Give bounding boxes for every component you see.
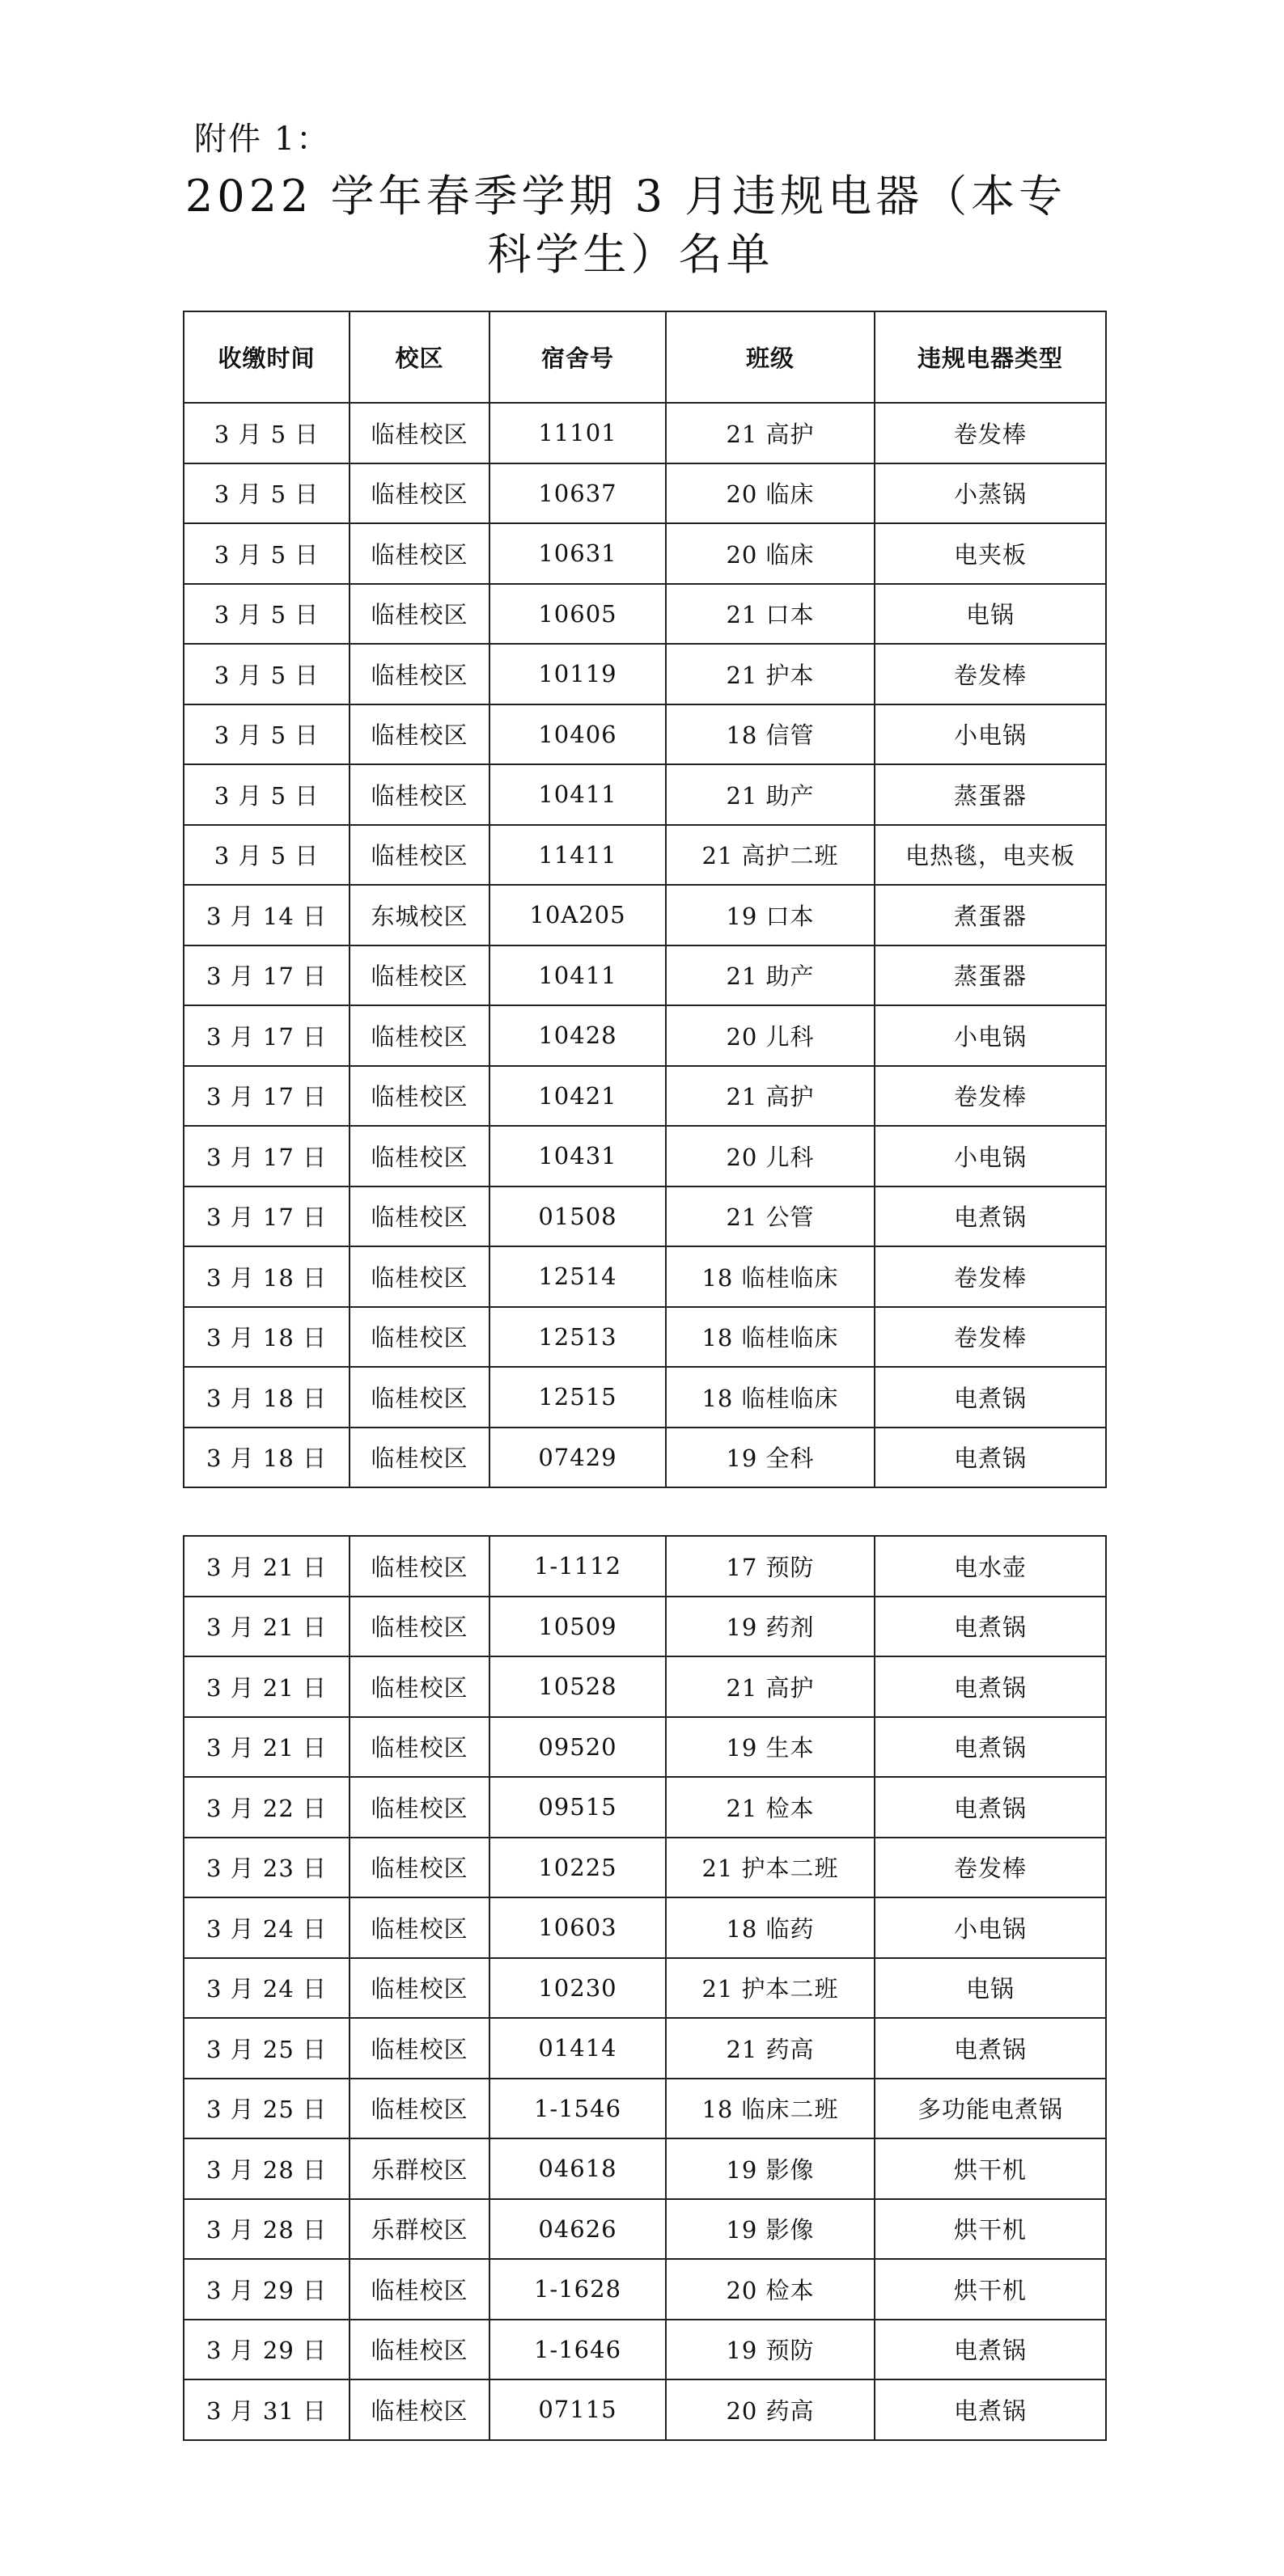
cell-collection-time: 3 月 5 日 bbox=[184, 584, 350, 645]
cell-campus: 临桂校区 bbox=[350, 1246, 489, 1307]
cell-appliance-type: 电煮锅 bbox=[875, 2379, 1106, 2440]
header-collection-time: 收缴时间 bbox=[184, 311, 350, 403]
cell-collection-time: 3 月 28 日 bbox=[184, 2138, 350, 2199]
table-row bbox=[184, 2079, 1106, 2139]
cell-appliance-type: 电煮锅 bbox=[875, 1597, 1106, 1657]
cell-collection-time: 3 月 21 日 bbox=[184, 1536, 350, 1597]
cell-dorm-number: 10428 bbox=[489, 1005, 666, 1066]
cell-collection-time: 3 月 22 日 bbox=[184, 1777, 350, 1838]
table-row bbox=[184, 1307, 1106, 1368]
table-row bbox=[184, 1777, 1106, 1838]
cell-class: 18 临药 bbox=[666, 1897, 875, 1958]
table-row bbox=[184, 1838, 1106, 1898]
cell-appliance-type: 煮蛋器 bbox=[875, 885, 1106, 945]
cell-class: 18 临桂临床 bbox=[666, 1307, 875, 1368]
cell-appliance-type: 烘干机 bbox=[875, 2199, 1106, 2260]
cell-appliance-type: 烘干机 bbox=[875, 2259, 1106, 2320]
cell-appliance-type: 电煮锅 bbox=[875, 1428, 1106, 1488]
table-row bbox=[184, 2320, 1106, 2380]
cell-collection-time: 3 月 17 日 bbox=[184, 1005, 350, 1066]
cell-campus: 临桂校区 bbox=[350, 523, 489, 584]
cell-class: 19 口本 bbox=[666, 885, 875, 945]
cell-dorm-number: 10411 bbox=[489, 945, 666, 1006]
cell-campus: 乐群校区 bbox=[350, 2199, 489, 2260]
cell-collection-time: 3 月 5 日 bbox=[184, 825, 350, 886]
cell-campus: 临桂校区 bbox=[350, 1186, 489, 1247]
cell-class: 21 助产 bbox=[666, 945, 875, 1006]
cell-campus: 临桂校区 bbox=[350, 1597, 489, 1657]
table-row bbox=[184, 885, 1106, 945]
cell-appliance-type: 卷发棒 bbox=[875, 1066, 1106, 1127]
cell-appliance-type: 卷发棒 bbox=[875, 644, 1106, 704]
cell-appliance-type: 电煮锅 bbox=[875, 2018, 1106, 2079]
cell-class: 21 助产 bbox=[666, 764, 875, 825]
document-title-line-1: 2022 学年春季学期 3 月违规电器（本专 bbox=[184, 171, 1067, 222]
table-row bbox=[184, 1958, 1106, 2019]
cell-collection-time: 3 月 31 日 bbox=[184, 2379, 350, 2440]
cell-collection-time: 3 月 24 日 bbox=[184, 1897, 350, 1958]
cell-class: 21 护本二班 bbox=[666, 1838, 875, 1898]
cell-appliance-type: 电煮锅 bbox=[875, 1717, 1106, 1778]
cell-appliance-type: 小蒸锅 bbox=[875, 463, 1106, 524]
cell-collection-time: 3 月 17 日 bbox=[184, 1066, 350, 1127]
cell-appliance-type: 电水壶 bbox=[875, 1536, 1106, 1597]
table-row bbox=[184, 1428, 1106, 1488]
cell-collection-time: 3 月 5 日 bbox=[184, 523, 350, 584]
cell-collection-time: 3 月 21 日 bbox=[184, 1717, 350, 1778]
cell-class: 18 临桂临床 bbox=[666, 1246, 875, 1307]
table-row bbox=[184, 2018, 1106, 2079]
cell-class: 19 预防 bbox=[666, 2320, 875, 2380]
cell-collection-time: 3 月 17 日 bbox=[184, 1186, 350, 1247]
cell-class: 21 护本 bbox=[666, 644, 875, 704]
cell-appliance-type: 蒸蛋器 bbox=[875, 764, 1106, 825]
cell-dorm-number: 10605 bbox=[489, 584, 666, 645]
cell-dorm-number: 12514 bbox=[489, 1246, 666, 1307]
cell-campus: 临桂校区 bbox=[350, 1777, 489, 1838]
table-row bbox=[184, 2138, 1106, 2199]
cell-appliance-type: 小电锅 bbox=[875, 1005, 1106, 1066]
cell-class: 21 高护 bbox=[666, 403, 875, 463]
cell-appliance-type: 电煮锅 bbox=[875, 2320, 1106, 2380]
cell-class: 21 检本 bbox=[666, 1777, 875, 1838]
cell-appliance-type: 卷发棒 bbox=[875, 403, 1106, 463]
cell-dorm-number: 10431 bbox=[489, 1126, 666, 1186]
cell-campus: 临桂校区 bbox=[350, 2379, 489, 2440]
cell-collection-time: 3 月 5 日 bbox=[184, 463, 350, 524]
table-row bbox=[184, 2199, 1106, 2260]
cell-dorm-number: 04626 bbox=[489, 2199, 666, 2260]
cell-class: 21 高护 bbox=[666, 1656, 875, 1717]
cell-class: 20 临床 bbox=[666, 463, 875, 524]
header-campus: 校区 bbox=[350, 311, 489, 403]
cell-campus: 临桂校区 bbox=[350, 1656, 489, 1717]
table-row bbox=[184, 704, 1106, 765]
cell-class: 21 口本 bbox=[666, 584, 875, 645]
table-row bbox=[184, 403, 1106, 463]
cell-class: 18 临桂临床 bbox=[666, 1367, 875, 1428]
cell-campus: 临桂校区 bbox=[350, 463, 489, 524]
table-row bbox=[184, 1126, 1106, 1186]
table-row bbox=[184, 1367, 1106, 1428]
cell-appliance-type: 卷发棒 bbox=[875, 1838, 1106, 1898]
cell-dorm-number: 1-1546 bbox=[489, 2079, 666, 2139]
cell-dorm-number: 10637 bbox=[489, 463, 666, 524]
cell-class: 20 临床 bbox=[666, 523, 875, 584]
cell-appliance-type: 电热毯，电夹板 bbox=[875, 825, 1106, 886]
cell-appliance-type: 电锅 bbox=[875, 1958, 1106, 2019]
cell-collection-time: 3 月 21 日 bbox=[184, 1656, 350, 1717]
cell-appliance-type: 卷发棒 bbox=[875, 1246, 1106, 1307]
cell-class: 21 高护二班 bbox=[666, 825, 875, 886]
table-row bbox=[184, 523, 1106, 584]
cell-dorm-number: 11411 bbox=[489, 825, 666, 886]
cell-dorm-number: 10406 bbox=[489, 704, 666, 765]
cell-class: 21 护本二班 bbox=[666, 1958, 875, 2019]
cell-dorm-number: 10631 bbox=[489, 523, 666, 584]
cell-appliance-type: 电煮锅 bbox=[875, 1367, 1106, 1428]
cell-dorm-number: 12515 bbox=[489, 1367, 666, 1428]
cell-collection-time: 3 月 5 日 bbox=[184, 403, 350, 463]
table-row bbox=[184, 945, 1106, 1006]
document-title-line-2: 科学生）名单 bbox=[487, 229, 774, 280]
cell-collection-time: 3 月 25 日 bbox=[184, 2018, 350, 2079]
cell-campus: 临桂校区 bbox=[350, 704, 489, 765]
cell-dorm-number: 1-1628 bbox=[489, 2259, 666, 2320]
cell-appliance-type: 多功能电煮锅 bbox=[875, 2079, 1106, 2139]
table-row bbox=[184, 764, 1106, 825]
cell-dorm-number: 10119 bbox=[489, 644, 666, 704]
cell-collection-time: 3 月 18 日 bbox=[184, 1246, 350, 1307]
cell-collection-time: 3 月 18 日 bbox=[184, 1367, 350, 1428]
table-row bbox=[184, 644, 1106, 704]
cell-class: 20 儿科 bbox=[666, 1126, 875, 1186]
cell-collection-time: 3 月 21 日 bbox=[184, 1597, 350, 1657]
table-row bbox=[184, 1005, 1106, 1066]
table-row bbox=[184, 1246, 1106, 1307]
cell-class: 19 全科 bbox=[666, 1428, 875, 1488]
cell-collection-time: 3 月 18 日 bbox=[184, 1428, 350, 1488]
cell-campus: 临桂校区 bbox=[350, 1307, 489, 1368]
cell-dorm-number: 12513 bbox=[489, 1307, 666, 1368]
header-appliance-type: 违规电器类型 bbox=[875, 311, 1106, 403]
cell-collection-time: 3 月 25 日 bbox=[184, 2079, 350, 2139]
cell-campus: 临桂校区 bbox=[350, 1838, 489, 1898]
cell-collection-time: 3 月 5 日 bbox=[184, 644, 350, 704]
table-row bbox=[184, 2379, 1106, 2440]
table-row bbox=[184, 463, 1106, 524]
cell-campus: 临桂校区 bbox=[350, 825, 489, 886]
cell-dorm-number: 07115 bbox=[489, 2379, 666, 2440]
cell-dorm-number: 04618 bbox=[489, 2138, 666, 2199]
cell-campus: 临桂校区 bbox=[350, 1428, 489, 1488]
cell-dorm-number: 10A205 bbox=[489, 885, 666, 945]
violation-table-page-1 bbox=[183, 311, 1107, 1488]
cell-collection-time: 3 月 18 日 bbox=[184, 1307, 350, 1368]
cell-campus: 临桂校区 bbox=[350, 1126, 489, 1186]
cell-dorm-number: 10230 bbox=[489, 1958, 666, 2019]
header-class: 班级 bbox=[666, 311, 875, 403]
cell-dorm-number: 10421 bbox=[489, 1066, 666, 1127]
cell-campus: 临桂校区 bbox=[350, 644, 489, 704]
cell-collection-time: 3 月 14 日 bbox=[184, 885, 350, 945]
cell-appliance-type: 小电锅 bbox=[875, 1126, 1106, 1186]
cell-dorm-number: 10528 bbox=[489, 1656, 666, 1717]
cell-collection-time: 3 月 28 日 bbox=[184, 2199, 350, 2260]
cell-appliance-type: 小电锅 bbox=[875, 1897, 1106, 1958]
cell-campus: 临桂校区 bbox=[350, 1367, 489, 1428]
cell-campus: 临桂校区 bbox=[350, 1958, 489, 2019]
cell-appliance-type: 小电锅 bbox=[875, 704, 1106, 765]
cell-dorm-number: 09520 bbox=[489, 1717, 666, 1778]
cell-campus: 临桂校区 bbox=[350, 2079, 489, 2139]
cell-collection-time: 3 月 24 日 bbox=[184, 1958, 350, 2019]
table-row bbox=[184, 1066, 1106, 1127]
table-row bbox=[184, 1717, 1106, 1778]
header-dorm-number: 宿舍号 bbox=[489, 311, 666, 403]
cell-appliance-type: 卷发棒 bbox=[875, 1307, 1106, 1368]
cell-appliance-type: 电锅 bbox=[875, 584, 1106, 645]
table-row bbox=[184, 584, 1106, 645]
cell-dorm-number: 11101 bbox=[489, 403, 666, 463]
cell-campus: 乐群校区 bbox=[350, 2138, 489, 2199]
cell-collection-time: 3 月 29 日 bbox=[184, 2320, 350, 2380]
cell-appliance-type: 烘干机 bbox=[875, 2138, 1106, 2199]
cell-campus: 临桂校区 bbox=[350, 1005, 489, 1066]
cell-appliance-type: 蒸蛋器 bbox=[875, 945, 1106, 1006]
cell-dorm-number: 1-1646 bbox=[489, 2320, 666, 2380]
table-row bbox=[184, 1656, 1106, 1717]
cell-dorm-number: 10225 bbox=[489, 1838, 666, 1898]
cell-dorm-number: 09515 bbox=[489, 1777, 666, 1838]
table-header-row bbox=[184, 311, 1106, 403]
cell-class: 20 儿科 bbox=[666, 1005, 875, 1066]
table-row bbox=[184, 1597, 1106, 1657]
cell-dorm-number: 10411 bbox=[489, 764, 666, 825]
cell-class: 19 影像 bbox=[666, 2199, 875, 2260]
cell-dorm-number: 01414 bbox=[489, 2018, 666, 2079]
cell-dorm-number: 07429 bbox=[489, 1428, 666, 1488]
cell-appliance-type: 电煮锅 bbox=[875, 1656, 1106, 1717]
cell-campus: 临桂校区 bbox=[350, 1717, 489, 1778]
cell-collection-time: 3 月 29 日 bbox=[184, 2259, 350, 2320]
cell-campus: 临桂校区 bbox=[350, 1066, 489, 1127]
table-row bbox=[184, 1186, 1106, 1247]
cell-campus: 临桂校区 bbox=[350, 764, 489, 825]
cell-collection-time: 3 月 17 日 bbox=[184, 945, 350, 1006]
table-row bbox=[184, 2259, 1106, 2320]
table-row bbox=[184, 825, 1106, 886]
cell-collection-time: 3 月 5 日 bbox=[184, 704, 350, 765]
cell-campus: 临桂校区 bbox=[350, 584, 489, 645]
attachment-label: 附件 1： bbox=[194, 121, 331, 158]
cell-class: 21 高护 bbox=[666, 1066, 875, 1127]
table-row bbox=[184, 1536, 1106, 1597]
cell-class: 21 公管 bbox=[666, 1186, 875, 1247]
cell-class: 21 药高 bbox=[666, 2018, 875, 2079]
cell-dorm-number: 10603 bbox=[489, 1897, 666, 1958]
cell-class: 19 生本 bbox=[666, 1717, 875, 1778]
cell-campus: 临桂校区 bbox=[350, 1897, 489, 1958]
cell-class: 18 信管 bbox=[666, 704, 875, 765]
cell-class: 19 药剂 bbox=[666, 1597, 875, 1657]
cell-class: 20 药高 bbox=[666, 2379, 875, 2440]
cell-campus: 临桂校区 bbox=[350, 2320, 489, 2380]
cell-class: 20 检本 bbox=[666, 2259, 875, 2320]
cell-campus: 东城校区 bbox=[350, 885, 489, 945]
cell-appliance-type: 电煮锅 bbox=[875, 1186, 1106, 1247]
cell-collection-time: 3 月 5 日 bbox=[184, 764, 350, 825]
cell-campus: 临桂校区 bbox=[350, 945, 489, 1006]
cell-dorm-number: 01508 bbox=[489, 1186, 666, 1247]
cell-campus: 临桂校区 bbox=[350, 2018, 489, 2079]
cell-class: 19 影像 bbox=[666, 2138, 875, 2199]
cell-class: 18 临床二班 bbox=[666, 2079, 875, 2139]
cell-dorm-number: 10509 bbox=[489, 1597, 666, 1657]
cell-appliance-type: 电煮锅 bbox=[875, 1777, 1106, 1838]
cell-class: 17 预防 bbox=[666, 1536, 875, 1597]
cell-collection-time: 3 月 17 日 bbox=[184, 1126, 350, 1186]
cell-campus: 临桂校区 bbox=[350, 403, 489, 463]
cell-appliance-type: 电夹板 bbox=[875, 523, 1106, 584]
cell-campus: 临桂校区 bbox=[350, 2259, 489, 2320]
cell-campus: 临桂校区 bbox=[350, 1536, 489, 1597]
violation-table-page-2 bbox=[183, 1535, 1107, 2441]
cell-dorm-number: 1-1112 bbox=[489, 1536, 666, 1597]
cell-collection-time: 3 月 23 日 bbox=[184, 1838, 350, 1898]
table-row bbox=[184, 1897, 1106, 1958]
